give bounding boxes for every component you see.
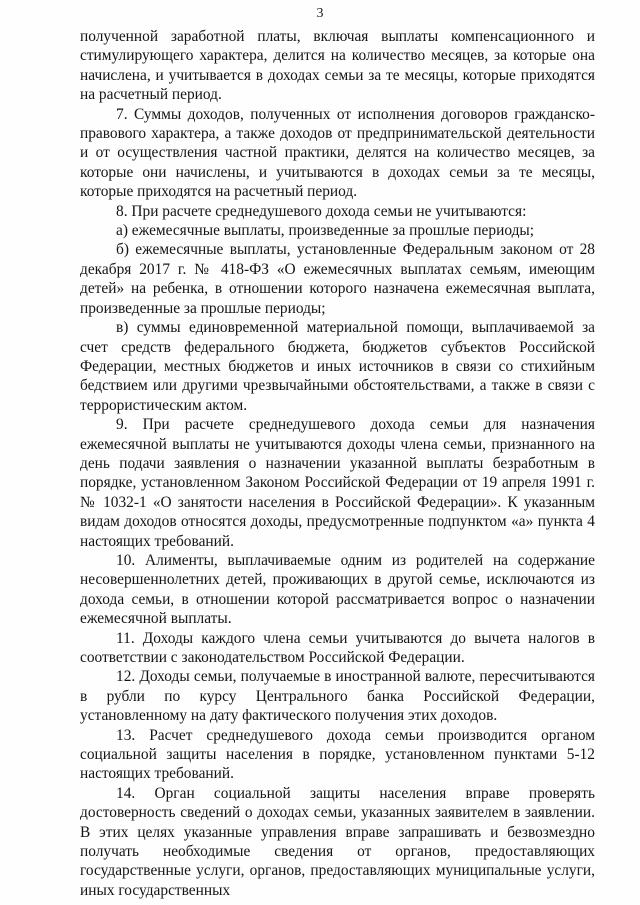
paragraph-item-8b: б) ежемесячные выплаты, установленные Федеральным законом от 28 декабря 2017 г. № 418-ФЗ «О ежемесячных выплатах семьям, имеющим детей» на ребенка, в отношении которого назначена ежемесячная выплата, произведенные за прошлые периоды; xyxy=(80,241,595,317)
paragraph-item-7: 7. Суммы доходов, полученных от исполнения договоров гражданско-правового характера, а также доходов от предпринимательской деятельности и от осуществления частной практики, делятся на количество месяцев, за которые они начислены, и учитываются в доходах семьи за те месяцы, которые приходятся на расчетный период. xyxy=(80,105,595,201)
paragraph-item-11: 11. Доходы каждого члена семьи учитываются до вычета налогов в соответствии с законодательством Российской Федерации. xyxy=(80,629,595,666)
paragraph-item-8: 8. При расчете среднедушевого дохода семьи не учитываются: xyxy=(116,202,527,220)
document-body xyxy=(80,27,595,900)
paragraph-item-10: 10. Алименты, выплачиваемые одним из родителей на содержание несовершеннолетних детей, проживающих в другой семье, исключаются из дохода семьи, в отношении которой рассматривается вопрос о назначении ежемесячной выплаты. xyxy=(80,551,595,628)
paragraph-item-8v: в) суммы единовременной материальной помощи, выплачиваемой за счет средств федерального бюджета, бюджетов субъектов Российской Федерации, местных бюджетов и иных источников в связи со стихийным бедствием или другими чрезвычайными обстоятельствами, а также в связи с террористическим актом. xyxy=(80,319,595,414)
paragraph-item-12: 12. Доходы семьи, получаемые в иностранной валюте, пересчитываются в рубли по курсу Центрального банка Российской Федерации, установленному на дату фактического получения этих доходов. xyxy=(80,668,595,725)
page-number: 3 xyxy=(316,6,324,21)
paragraph-item-9: 9. При расчете среднедушевого дохода семьи для назначения ежемесячной выплаты не учитываются доходы члена семьи, признанного на день подачи заявления о назначении указанной выплаты безработным в порядке, установленном Законом Российской Федерации от 19 апреля 1991 г. № 1032-1 «О занятости населения в Российской Федерации». К указанным видам доходов относятся доходы, предусмотренные подпунктом «а» пункта 4 настоящих требований. xyxy=(80,416,595,550)
paragraph-item-14: 14. Орган социальной защиты населения вправе проверять достоверность сведений о доходах семьи, указанных заявителем в заявлении. В этих целях указанные управления вправе запрашивать и безвозмездно получать необходимые сведения от органов, предоставляющих государственные услуги, органов, предоставляющих муниципальные услуги, иных государственных xyxy=(80,784,595,899)
paragraph-item-8a: а) ежемесячные выплаты, произведенные за прошлые периоды; xyxy=(116,222,535,240)
paragraph-item-13: 13. Расчет среднедушевого дохода семьи производится органом социальной защиты населения в порядке, установленном пунктами 5-12 настоящих требований. xyxy=(80,726,595,783)
paragraph-continuation: полученной заработной платы, включая выплаты компенсационного и стимулирующего характера, делится на количество месяцев, за которые она начислена, и учитывается в доходах семьи за те месяцы, которые приходятся на расчетный период. xyxy=(80,28,595,104)
